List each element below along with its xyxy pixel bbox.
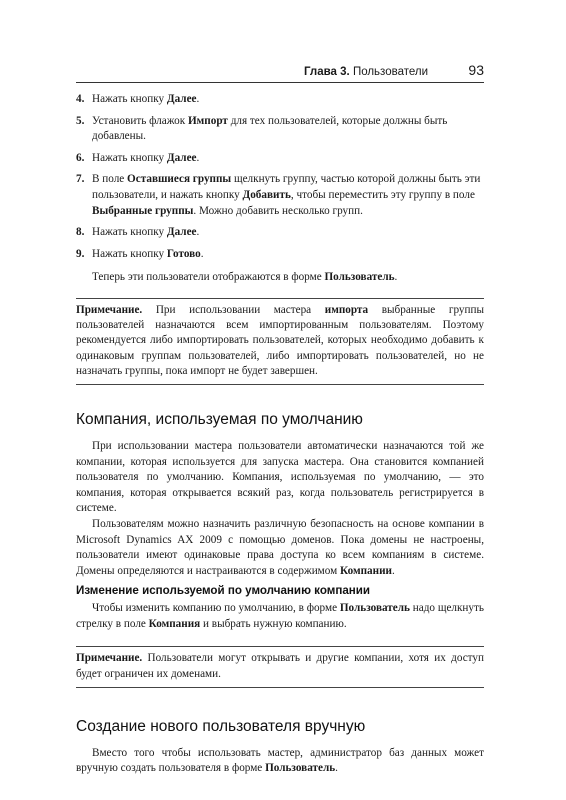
step-number: 9. (76, 247, 85, 260)
text-run: Нажать кнопку (92, 226, 167, 239)
bold-term: Оставшиеся группы (127, 173, 232, 186)
step-number: 8. (76, 226, 85, 239)
bold-term: Далее (166, 151, 197, 164)
page-number: 93 (468, 62, 484, 78)
note-box (76, 298, 484, 385)
text-run: Нажать кнопку (92, 151, 167, 164)
text-run: и выбрать нужную компанию. (200, 617, 347, 630)
text-run: При использовании мастера (142, 303, 325, 316)
note-text (76, 303, 484, 379)
body-paragraph (76, 517, 484, 579)
text-run: Вместо того чтобы использовать мастер, администратор баз данных может вручную создать пользователя в форме (76, 746, 484, 775)
step-text (92, 173, 480, 216)
list-item (76, 172, 484, 219)
text-run: . (394, 271, 398, 284)
body-paragraph (76, 746, 484, 777)
bold-term: Далее (166, 93, 197, 105)
list-item (76, 247, 484, 263)
bold-term: импорта (324, 303, 369, 316)
text-run: Чтобы изменить компанию по умолчанию, в форме (92, 602, 340, 615)
page-body (76, 92, 484, 777)
chapter-label: Глава 3. (303, 66, 350, 78)
section-heading: Создание нового пользователя вручную (76, 717, 366, 735)
bold-term: Примечание. (76, 652, 143, 665)
step-text (92, 93, 199, 105)
chapter-title (304, 65, 428, 81)
subsection-heading: Изменение используемой по умолчанию компании (76, 584, 371, 598)
body-paragraph (76, 439, 484, 517)
bold-term: Готово (166, 247, 201, 260)
text-run: . (200, 247, 204, 260)
text-run: При использовании мастера пользователи автоматически назначаются той же компании, которая используется для запуска мастера. Она становится компанией пользователя по умолчанию. Компания, используемая по умолчанию, — это компания, которая открывается всякий раз, когда пользователь регистрируется в системе. (76, 439, 484, 515)
text-run: Установить флажок (92, 114, 188, 127)
bold-term: Компании (340, 564, 392, 577)
text-run: . (196, 226, 200, 239)
step-number: 7. (76, 173, 85, 186)
text-run: , чтобы переместить эту группу в поле (290, 188, 475, 201)
note-box (76, 646, 484, 687)
text-run: для тех пользователей, которые должны быть добавлены. (92, 114, 448, 143)
bold-term: Пользователь (339, 602, 410, 615)
text-run: Нажать кнопку (92, 247, 167, 260)
running-header (76, 64, 484, 83)
step-text (92, 152, 199, 164)
bold-term: Импорт (187, 114, 228, 127)
body-paragraph (76, 601, 484, 632)
bold-term: Выбранные группы (92, 204, 194, 217)
text-run: . Можно добавить несколько групп. (193, 204, 363, 217)
chapter-name: Пользователи (352, 66, 428, 78)
text-run: Пользователям можно назначить различную безопасность на основе компании в Microsoft Dynamics AX 2009 с помощью доменов. Пока домены не настроены, пользователи имеют одинаковые права доступа ко всем компаниям в системе. Домены определяются и настраиваются в содержимом (76, 517, 484, 577)
bold-term: Примечание. (76, 303, 143, 316)
list-item (76, 225, 484, 241)
bold-term: Пользователь (265, 762, 336, 775)
step-number: 5. (76, 114, 85, 127)
bold-term: Пользователь (324, 271, 395, 284)
bold-term: Добавить (242, 188, 291, 201)
bold-term: Компания (148, 617, 201, 630)
steps-list (76, 92, 484, 262)
text-run: . (196, 93, 200, 105)
text-run: выбранные группы пользователей назначаются всем импортированным пользователям. Поэтому рекомендуется либо импортировать пользователей, которых необходимо добавить к одинаковым группам пользователей, либо импортировать пользователей, но не назначать группы, пока импорт не будет завершен. (76, 303, 484, 377)
text-run: В поле (92, 173, 128, 186)
step-number: 6. (76, 151, 85, 164)
text-run: щелкнуть группу, частью которой должны быть эти пользователи, и нажать кнопку (92, 173, 481, 201)
text-run: . (335, 762, 338, 775)
section-heading: Компания, используемая по умолчанию (76, 410, 363, 428)
step-text (92, 226, 199, 238)
list-item (76, 151, 484, 167)
list-item (76, 114, 484, 145)
step-number: 4. (76, 93, 85, 105)
text-run: Теперь эти пользователи отображаются в форме (92, 271, 325, 284)
bold-term: Далее (166, 226, 197, 239)
step-text (92, 115, 447, 143)
list-item (76, 92, 484, 108)
note-text (76, 651, 484, 681)
step-text (92, 248, 204, 260)
text-run: надо щелкнуть стрелку в поле (76, 602, 484, 630)
text-run: Пользователи могут открывать и другие компании, хотя их доступ будет ограничен их доменами. (76, 652, 484, 680)
text-run: . (391, 564, 395, 577)
after-steps-paragraph (76, 270, 484, 286)
text-run: Нажать кнопку (92, 93, 167, 105)
text-run: . (196, 151, 200, 164)
